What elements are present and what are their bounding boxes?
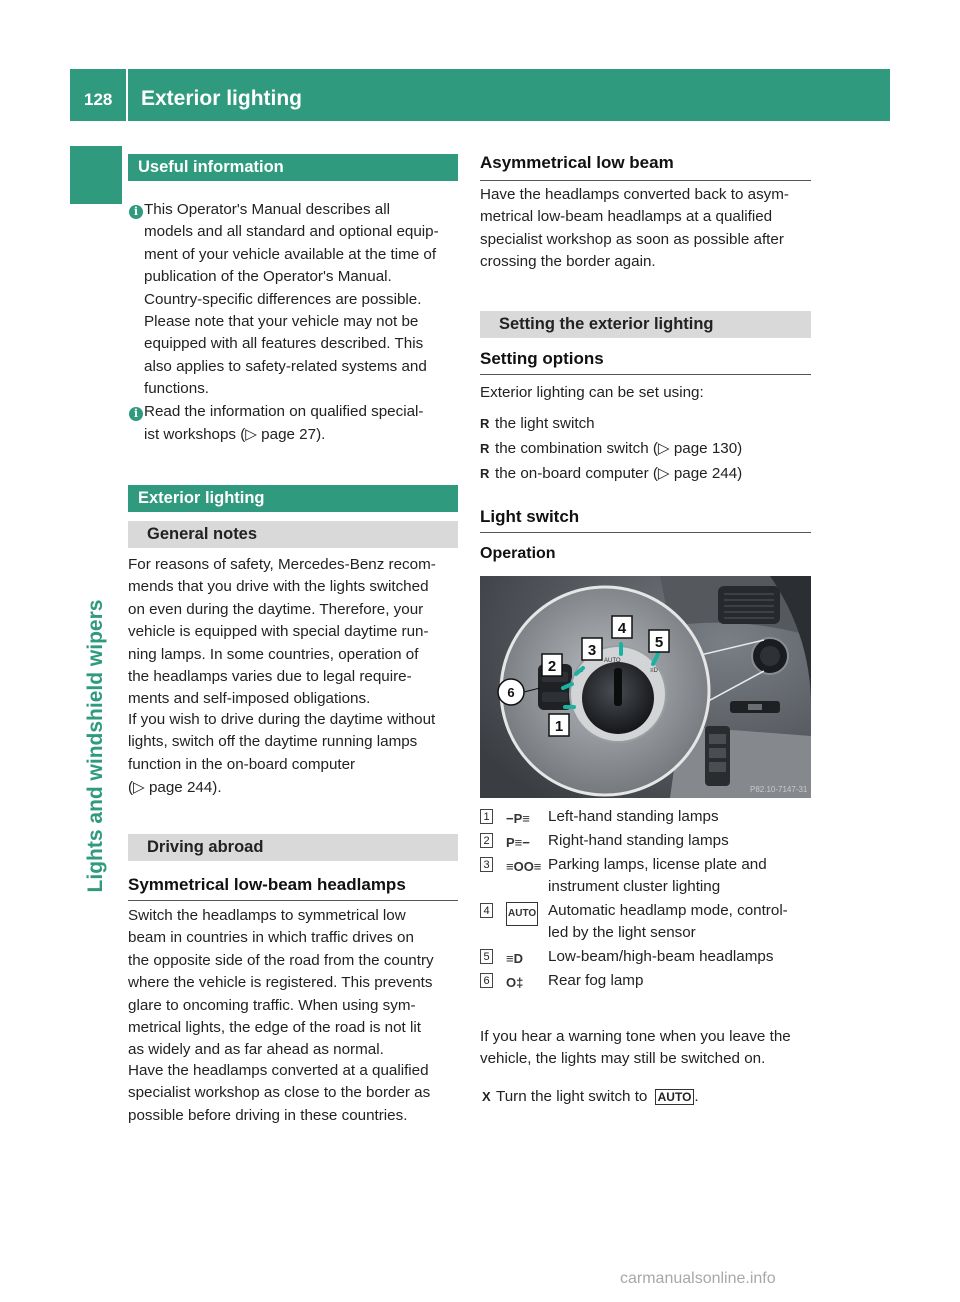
- page-number: 128: [84, 90, 113, 109]
- side-tab-label: Lights and windshield wipers: [84, 599, 107, 893]
- text-line: ist workshops (▷ page 27).: [144, 426, 326, 444]
- asymmetric-heading: Asymmetrical low beam: [480, 153, 811, 181]
- light-switch-photo: [480, 576, 811, 798]
- text-line: specialist workshop as close to the border as: [128, 1084, 431, 1102]
- text-line: publication of the Operator's Manual.: [144, 268, 392, 286]
- text-line: the headlamps varies due to legal require-: [128, 668, 412, 685]
- legend-text: Low-beam/high-beam headlamps: [548, 948, 774, 965]
- legend-number: 1: [480, 809, 493, 824]
- info-icon: i: [129, 205, 143, 219]
- text-line: mends that you drive with the lights switched: [128, 578, 429, 596]
- text-line: models and all standard and optional equip-: [144, 223, 439, 241]
- legend-text: led by the light sensor: [548, 924, 696, 941]
- text-line: ments and self-imposed obligations.: [128, 690, 371, 708]
- legend-text: instrument cluster lighting: [548, 878, 721, 895]
- side-tab-block: [70, 146, 122, 204]
- text-line: Country-specific differences are possible.: [144, 290, 422, 308]
- legend-number: 6: [480, 973, 493, 988]
- legend-text: Left-hand standing lamps: [548, 808, 719, 825]
- bullet-marker: R: [480, 416, 490, 431]
- legend-number: 3: [480, 857, 493, 872]
- bullet-text: the combination switch (▷ page 130): [495, 440, 743, 457]
- legend-number: 2: [480, 833, 493, 848]
- operation-heading: Operation: [480, 545, 556, 562]
- text-line: beam in countries in which traffic drives on: [128, 929, 414, 947]
- text-line: function in the on-board computer: [128, 755, 356, 773]
- svg-text:2: 2: [547, 658, 557, 675]
- legend-text: Parking lamps, license plate and: [548, 856, 767, 873]
- text-line: Have the headlamps converted at a qualified: [128, 1062, 429, 1079]
- text-line: on even during the daytime. Therefore, your: [128, 600, 424, 618]
- text-line: possible before driving in these countries.: [128, 1106, 408, 1124]
- text-line: where the vehicle is registered. This prevents: [128, 974, 433, 992]
- bullet-marker: R: [480, 466, 490, 481]
- text-line: Please note that your vehicle may not be: [144, 313, 419, 330]
- svg-text:AUTO: AUTO: [604, 658, 621, 664]
- text-line: Switch the headlamps to symmetrical low: [128, 907, 406, 924]
- watermark: carmanualsonline.info: [620, 1270, 776, 1287]
- svg-text:3: 3: [587, 642, 597, 659]
- page-title: Exterior lighting: [141, 87, 303, 110]
- svg-text:6: 6: [507, 685, 515, 700]
- svg-text:5: 5: [654, 634, 664, 651]
- bullet-text: the light switch: [495, 415, 595, 432]
- legend-number: 4: [480, 903, 493, 918]
- exterior-lighting-heading: Exterior lighting: [128, 485, 458, 512]
- text-line: For reasons of safety, Mercedes-Benz recom-: [128, 556, 436, 573]
- text-line: If you hear a warning tone when you leave the: [480, 1028, 791, 1045]
- header-divider: [126, 69, 128, 121]
- auto-symbol: AUTO: [655, 1089, 695, 1105]
- svg-text:≡D: ≡D: [650, 668, 658, 674]
- legend-text: Rear fog lamp: [548, 972, 644, 989]
- instruction-text: Turn the light switch to: [496, 1088, 648, 1105]
- text-line: ning lamps. In some countries, operation of: [128, 645, 419, 663]
- svg-text:1: 1: [554, 718, 564, 735]
- light-switch-heading: Light switch: [480, 507, 811, 533]
- text-line: the opposite side of the road from the country: [128, 951, 434, 969]
- bullet-text: the on-board computer (▷ page 244): [495, 465, 743, 482]
- setting-lighting-heading: Setting the exterior lighting: [480, 311, 811, 338]
- lamp-symbol-icon: −P≡: [506, 811, 530, 826]
- text-line: vehicle is equipped with special daytime run-: [128, 623, 429, 641]
- text-line: specialist workshop as soon as possible after: [480, 230, 784, 248]
- instruction-end: .: [694, 1088, 699, 1105]
- useful-info-heading: Useful information: [128, 154, 458, 181]
- instruction-marker: X: [482, 1089, 491, 1104]
- driving-abroad-heading: Driving abroad: [128, 834, 458, 861]
- svg-text:4: 4: [617, 620, 627, 637]
- legend-text: Right-hand standing lamps: [548, 832, 729, 849]
- text-line: If you wish to drive during the daytime without: [128, 711, 436, 728]
- lamp-symbol-icon: AUTO: [506, 902, 538, 926]
- general-notes-heading: General notes: [128, 521, 458, 548]
- setting-intro: Exterior lighting can be set using:: [480, 384, 704, 401]
- text-line: vehicle, the lights may still be switched on.: [480, 1050, 766, 1068]
- text-line: Read the information on qualified special-: [144, 403, 424, 420]
- lamp-symbol-icon: O‡: [506, 975, 524, 990]
- text-line: glare to oncoming traffic. When using sym-: [128, 996, 416, 1014]
- text-line: (▷ page 244).: [128, 779, 222, 797]
- info-icon: i: [129, 407, 143, 421]
- text-line: also applies to safety-related systems and: [144, 357, 427, 375]
- setting-options-heading: Setting options: [480, 349, 811, 375]
- text-line: as widely and as far ahead as normal.: [128, 1041, 384, 1059]
- text-line: metrical low-beam headlamps at a qualified: [480, 208, 773, 226]
- text-line: ment of your vehicle available at the time of: [144, 245, 437, 263]
- text-line: functions.: [144, 380, 210, 398]
- legend-text: Automatic headlamp mode, control-: [548, 902, 788, 919]
- lamp-symbol-icon: ≡D: [506, 951, 523, 966]
- lamp-symbol-icon: P≡−: [506, 835, 530, 850]
- text-line: crossing the border again.: [480, 253, 656, 271]
- text-line: Have the headlamps converted back to asym-: [480, 186, 789, 203]
- bullet-marker: R: [480, 441, 490, 456]
- text-line: lights, switch off the daytime running lamps: [128, 733, 418, 751]
- lamp-symbol-icon: ≡OO≡: [506, 859, 542, 874]
- legend-number: 5: [480, 949, 493, 964]
- symmetric-heading: Symmetrical low-beam headlamps: [128, 875, 458, 901]
- text-line: equipped with all features described. This: [144, 335, 424, 353]
- photo-code: P82.10-7147-31: [750, 785, 808, 794]
- text-line: metrical lights, the edge of the road is not lit: [128, 1019, 421, 1036]
- text-line: This Operator's Manual describes all: [144, 201, 391, 218]
